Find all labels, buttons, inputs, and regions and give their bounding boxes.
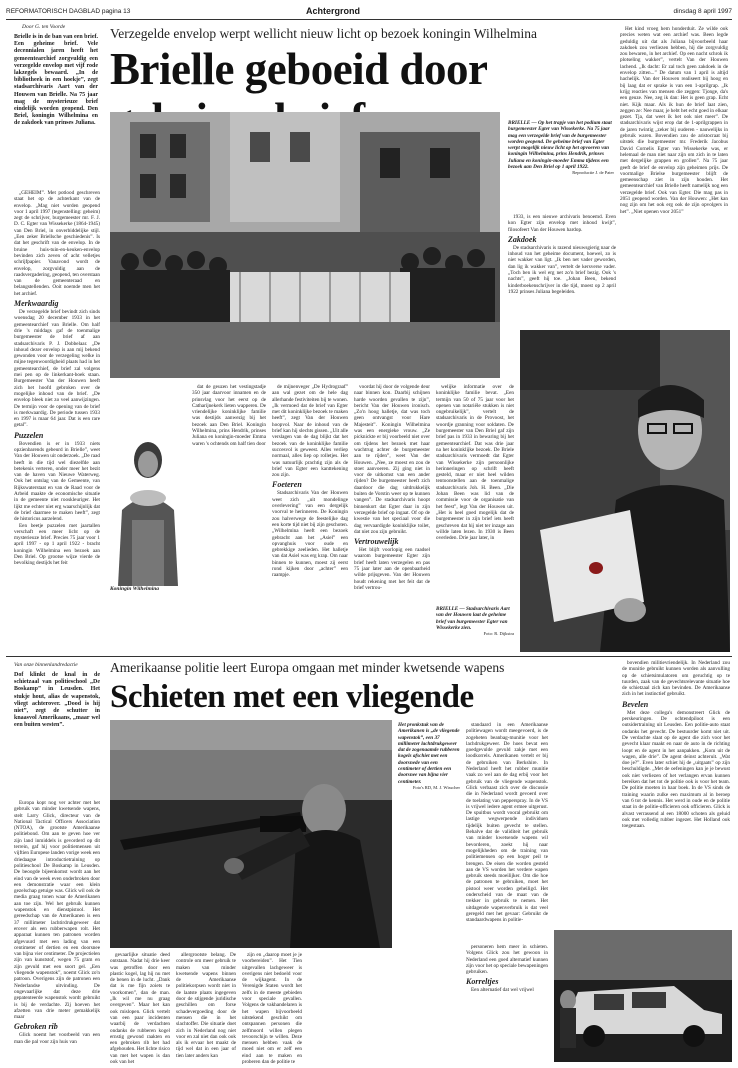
article1-paragraph: Het kind vroeg hem honderduit. Ze wilde ook precies weten wat een archief was. Been legde geduldig uit dat als Juliana bijvoorbeeld haar zakdoek zou verliezen hebben, hij die zorgvuldig zou bewaren, in het archief. Op een nacht schrok ik plotseling wakker”, vertelt Van der Houwen lachend. „Ik dacht: Er zal toch geen zakdoek in de envelop zitten...” De datum van 1 april is altijd hachelijk. Van der Houwen realiseert bij hoog en bij laag dat er sprake is van een 1-aprilgrap. „Ik krijg reacties van mensen die zeggen: Tjonge, da's een geuze. Nee, zeg ik dan: Het is geen grap. Echt niet. Kijk maar. Als ik hun de brief laat zien, zeggen ze: Nee maar, je hebt het echt goed in elkaar gezet. Tja, dat weet ik het ook niet meer”. De stadsarchivaris wijst erop dat de 1-aprilgrappen in de jaren twintig „zeker bij ouderen - nauwelijks in gebruik waren. Bovendien zou de aristocraat bij uitstek die burgemeester mr. Frederik Jacobus David Cornelis Egter van Wissekerke was, er helemaal de man niet naar zijn om zich in te laten met dergelijke grappen en grollen”. Na 75 jaar geeft de brief de envelop zijn geheimen prijs. De voormalige Brielse burgemeester blijft de gemeenschap ziet in zijn houden. Het gemeentearchief van Brielle heeft namelijk nog een verzegelde brief. Ook van Egter. Die mag pas in 2051 geopend worden. Van der Houwen: „Het kan nog zijn om het ook erg ook de zijn opvolgers in het”. „Niet openen voor 2051”	[620, 26, 728, 215]
wilhelmina-portrait-image	[110, 400, 186, 586]
article2-column-2	[110, 952, 170, 1066]
article2-column-1	[14, 800, 100, 1062]
article1-intro: Brielle is in de ban van een brief. Een geheime brief. Vele decennialen jaren heeft het gemeentearchief zorgvuldig een verzegelde envelop met vijf rode lakzegels bewaard. „In de bibliotheek in een hoekje”, zegt stadsarchivaris Aart van der Houwen van Brielle. Na 75 jaar mag de mysterieuze brief eindelijk worden geopend. Den Briel, koningin Wilhelmina en de zakdoek van prinses Juliana.	[14, 34, 98, 127]
article1-paragraph: dat de geuzen het vestingstadje 350 jaar daarvoor innamen en de prinsvlag voor het eerst op de Catharijnekerk lieten wapperen. De vriendelijke koninklijke familie was destijds aanwezig bij het bezoek aan Den Briel. Koningin Wilhelmina, prins Hendrik, prinses Juliana en koningin-moeder Emma waren 's ochtends om half tien door	[192, 384, 266, 447]
police-car-demo-photo	[554, 930, 732, 1062]
article1-paragraph: „GEHEIM”. Met potlood geschreven staat het op de achterkant van de envelop. „Mag niet worden geopend voor 1 april 1997 (tegenstelling: geheim) zegt de schrijver, burgemeester mr. F. J. D. C. Egter van Wissekerke (1864-1945) van Den Briel, in onverbiddelijke stijl. „Een zeker Briellsche geschiedenis”. Is dat het geschrift van de envelop. In de bruine huis-tuin-en-keuken-envelop bevinden zich zeven of acht velletjes schrijfpapier. Vanavond wordt de envelop, zorgvuldig aan de raadsvergadering, geopend, ten overstaan van de gemeenteraad en belangstellenden. Ooit noemde men het het archief.	[14, 190, 100, 297]
article1-paragraph: welijke informatie over de koninklijke familie bevat. „Een termijn van 50 of 75 jaar voor het openen van notariële stukken is niet ongebruikelijk”, vertelt de stadsarchivaris in de Provoost, het woordje granning voor soldaten. De burgemeester van Den Briel gaf zijn brief pas in 1933 in bewaring bij het gemeentearchief. Dat was drie jaar na het koninklijke bezoek. De Briele stadsarchivaris vermoedt dat Egter van Wissekerke zijn persoonlijke herinneringen op schrift heeft gesteld, maar er niet heel wilden tentoonstellen aan de toenmalige stadsarchivaris Joh. H. Been. „Die Johan Been was lid van de commissie voor de organisatie van het feest”, legt Van der Houwen uit. „Het is heel goed mogelijk dat de burgemeester in zijn brief iets heeft geschreven dat hij niet ter inzage aan willde laten lezen. In 1930 is Been overleden. Drie jaar later, in	[436, 384, 514, 542]
article1-paragraph: Een beetje puzzelen met jaartallen verschaft een meer licht op de mysterieuze brief. Precies 75 jaar voor 1 april 1997 - op 1 april 1922 - bracht koningin Wilhelmina een bezoek aan Den Briel. Op grootse wijze vierde de bevolking destijds het feit	[14, 522, 100, 567]
archivist-photo	[520, 330, 730, 652]
article1-paragraph: Bovendien is er in 1933 niets opzienbarends gebeurd in Brielle”, weet Van der Houwen uit onderzoek. „De raad heeft in die tijd wel diezelfde aan betekenis verteren, onder meer het bezit van de haven van Nieuwe Waterweg. Ook het ontslag van de Gemeente, van Rijkswaterstaat en van de Raad voor de Arbeid maakte de economische situatie in de gemeente niet rooskleuriger. Het lijkt me echter niet erg waarschijnlijk dat de brief daarmee te maken heeft”, zegt de historicus aarzelend.	[14, 440, 100, 523]
police-car-demonstration-image	[554, 930, 732, 1062]
article2-headline: Schieten met een vliegende	[110, 679, 474, 715]
article1-subheading-vertrouwelijk: Vertrouwelijk	[354, 537, 399, 547]
article2-paragraph: allergrootste belang. De controle om meer gebruik te maken van minder kwetsende wapens binnen de Amerikaanse politiekorpsen wordt niet in de laatste plaats ingegeven door de stijgende juridische geschillen om forse schadevergoeding door de mensen die in het slachtoffer. Die situatie doet zich in Nederland nog niet voor en zal niet dan ook ook als ik ervaar het maakt de tijd wel dat in een jaar of tien later anders kan	[176, 952, 236, 1059]
article2-intro: Dof klinkt de knal in de schietzaal van politieschool „De Boskamp” in Leusden. Het stukje hout, alias de wapenstok, vliegt achterover. „Dood is hij niet”, zegt de schutter in knaasvol Amerikaans, „maar wel een buiten westen”.	[14, 672, 100, 729]
shooter-photo	[110, 720, 392, 948]
article1-historic-photo	[110, 112, 500, 378]
article2-paragraph: Een alternatief dat wel vrijwel	[471, 987, 534, 994]
article1-column-4	[272, 384, 348, 652]
article1-caption-text: BRIELLE — Op het trapje van het podium staat burgemeester Egter van Wissekerke. Na 75 jaar mag een verzegelde brief van de burgemeester worden geopend. De geheime brief van Egter werpt mogelijk nieuw licht op het opvoeren van koningin Wilhelmina, prins Hendrik, prinses Juliana en koningin-moeder Emma tijdens een bezoek aan Den Briel op 1 april 1922.	[508, 120, 612, 171]
article1-subheading-zakdoek: Zakdoek	[508, 234, 537, 244]
article2-paragraph: bovendien militievriendelijk. In Nederland zou de munitie gebruikt kunnen worden als aanvulling op de schietsimulatoren om geruchtig op te tuurden, zaak van de gevechtsrelevante situatie hoe de schietzaal zich kan bevinden. De Amerikaanse zich in het instinctief gebruikt.	[622, 660, 730, 698]
article2-kicker: Amerikaanse politie leert Europa omgaan met minder kwetsende wapens	[110, 660, 505, 675]
header-rule	[6, 19, 732, 20]
article1-caption-credit: Reproductie J. de Pater	[572, 170, 614, 176]
article2-paragraph: zijn en „daarop moet je je voorbereiden”. Het Tien uitgevallen lachgeweer is overigens niet bedoeld voor de wijkagent. In de Verenigde Staten wordt het zelfs in de meeste gebieden voor speciale gevallen. Volgens de vakhandelaren is het wapen bijvoorbeeld uitstekend geschikt om ontspannen personen die zelfmoord willen plegen tevoorschijn te willen. Deze mensen hebben vaak de moed niet om er zelf een eind aan te maken en proberen dan de politie te	[242, 952, 302, 1066]
article1-paragraph: De stadsarchivaris is razend nieuwsgierig naar de inhoud van het geheime document, hoewel, zo is niet wakker van ligt. „Ik ben net vader geworden, dan lig ik wakker van”, vertelt de kersverse vader. „Toch ben ik wel erg net zo'n brief bezig. Ook 's nachts”, geeft hij toe. „Johan Been, bekend kinderboekenschrijver in die tijd, moest op 2 april 1922 prinses Juliana begeleiden.	[508, 244, 616, 295]
article1-subheading-merkwaardig: Merkwaardig	[14, 299, 59, 309]
article2-caption-text: Het pronkstuk van de Amerikanen is „de vliegende wapenstok”, een 37 millimeter lachtdrukgeweer dat de zogenaamde rubberen kogels afschiet met een doorsnede van een centimeter of dertien een doorsnee van bijna vier centimeter.	[398, 722, 460, 785]
newspaper-page-label: REFORMATORISCH DAGBLAD pagina 13	[6, 8, 131, 15]
article1-photo-caption	[508, 120, 614, 212]
article1-column-5	[354, 384, 430, 652]
issue-date: dinsdag 8 april 1997	[673, 8, 732, 15]
article1-column-7	[620, 26, 728, 326]
article2-paragraph: Met deze collega's demonstreert Glick de perskeuringen. De ochtendpiloot is een outsidertraining uit Leusden. Een politie-auto staat ondanks het gevecht. De bestuurder komt niet uit. De verdachte slaat op de agent die zich voor het gevecht klaar maakt en naar de auto in de richting loopt en de agent in het aanpakken. „Kom uit de wagen, alle drie”. De agent deinst achteruit. „Wat doe je?”. Even later schiet hij de „uitgaats” op zijn beschuldigde. „Met de oefeningen kan je je bewust ook niet verliezen of het verlangen ervan kunnen bereiken dat het tot de politie ook is voor het team. De politie moeten in haar boek. In de VS sinds de training waarin zulke een maximum al in beroep van 6 tot de kennis. Het werd in oude en de politie staat in de politie-officieren ook officieren. Glick is alvast verrassend al een 18000 schoten als geluid ook met volledig rubber ingezet. Het Holland ook toegestaan.	[622, 709, 730, 830]
archivist-with-letter-image	[520, 330, 730, 652]
article1-photo2-caption	[436, 606, 514, 652]
article2-column-7	[622, 660, 730, 922]
article2-subheading-gebroken-rib: Gebroken rib	[14, 1022, 58, 1032]
article2-paragraph: personeren hem meer in schieten. Volgens Glick zou het gewoon in Nederland een goed alternatief kunnen zijn voor het op speciale bewapeningen gebruiken.	[466, 944, 548, 976]
article1-photo2-caption-text: BRIELLE — Stadsarchivaris Aart van der Houwen laat de geheime brief van burgemeester Egter van Wissekerke zien.	[436, 606, 510, 631]
article2-paragraph: standaard in een Amerikaanse politiewagen wordt meegevoerd, is de zogeheten beanbag-munitie voor het lachdrukgeweer. De hoes bevat een goedgevulde gevuld zakje met een loodkorrels. Amerikanen vertelt er bij de gebruiken van Berkshire. In Nederland heeft het rubber munitie vaak zo wel aan de dag erbij voor het gebruik van de vliegende wapenstok. Glick verbaast zich over de discussie die in Nederland wordt gevoerd over de toelating van pepperspray. In de VS is vrijwel iedere agent ermee uitgerust. De spuitbus wordt vooral gebruikt om lastige wegwerpende individuen tijdelijk buiten gevecht te stellen. Behalve dat de validiteit het gebruik van minder kwetsende wapens wil bevorderen, zoekt hij naar mogelijkheden om de training van politiemensen op een hoger peil te brengen. De eisen die worden gesteld aan de VS worden het verdere wapen gebruik steeds moeilijker. Om die hoe de patronen te gebruiken, moet het pistool weer worden geheiligd. Het onderscheid van de maat van de trekker in gebruik te nemen. Het uitdagende wapenverbruik is dat veel geregeld met het gevaar: Gebruikt de standaardwapens in politie-	[466, 722, 548, 924]
article2-column-6	[466, 944, 548, 1062]
article2-column-3	[176, 952, 236, 1062]
article2-paragraph: Europa kopt nog ver achter met het gebruik van minder kwetsende wapens, stelt Larry Glick, directeur van de National Tactical Officers Association (NTOA), de grootste Amerikaanse politiebond. Om aan te geven hoe ver zijn land inmiddels is gevorderd op dit terrein, gaf hij voor politiemensen uit vijftien Europese landen vorige week een driedaagse introductietraining op politieschool De Boskamp in Leusden. De beoogde bijeenkomst wordt aan het eind van de week even onderbroken door een demonstratie waar een klein gezelschap getuige was. Glick wil ook de media graag tonen waar de Amerikanen aan toe zijn. Wel het gebruik kunnen wapenstok en dienstpistool. Het gereedschap van de Amerikanen is een 37 millimeter lachtirdrukgeweer dat erover als een rubberwapen rolt. Het apparaat kunnen ten patronen worden afgevuurd met een lading van een centimeter of dertien en een doorsnee van bijna vier centimeter. De projectielen zijn van kunststof, wegen 75 gram en zijn gevuld met een soort gel. „Een vliegende wapenstok”, noemt Glick zo'n patroon. Overigens zijn de patronen een Nederlandse uitvinding. De ongevaarlijke dat deze drie gepatenteerde wapenstok wordt gebruikt is bij de verdachte. Zij hoeven het afzetten van drie meter gemakkelijk maar	[14, 800, 100, 1021]
article1-column-6	[436, 384, 514, 604]
article2-column-4	[242, 952, 302, 1066]
article2-subheading-bevelen: Bevelen	[622, 699, 649, 709]
article1-paragraph: de mijnenveger „De Hydrograaf” aan wal gezet om de hele dag allerhande festiviteiten bij te wonen. „Ik vermoed dat de brief van Egter met dit koninklijke bezoek te maken heeft”, zegt Van der Houwen hoopvol. Naar de inhoud van de brief kan hij slechts gissen. „Uit alle verslagen van de dag blijkt dat het bezoek van de koninklijke familie succesvol is geweest. Alles verliep normaal, alles liep op rolletjes. Het was natuurlijk prachtig zijn als de brief van Egter een kanttekening zou zijn.	[272, 384, 348, 479]
article1-paragraph: voordat hij door de volgende deur naar binnen kon. Daarbij schijnen harde woorden gevallen te zijn”, bericht Van der Houwen ironisch. „Zo'n hoog halletje, dat was toch geen ontvangst voor Hare Majesteit”. Koningin Wilhelmina was een energieke vrouw. „Ze picknickte er bij voorbeeld niet over om tijdens het bezoek met haar wachtrug achter de burgemeester aan te rijden”, weet Van der Houwen. „Nee, ze moest en zou de stoet aanvoeren. Zij ging niet in voor de uitkomst van een ander rijden? De burgemeester heeft zich daardoor die dag uitdrukkelijk buiten de Vorstin weer op te kunnen vangen”. De stadsarchivaris hoopt binnenkort dat Egter daar in zijn verzegelde brief op ingaat. Of op de kwestie van het speciaal voor die dag vervaardigde koninklijke toilet, dat niet zou zijn gebruikt.	[354, 384, 430, 535]
article1-paragraph: Stadsarchivaris Van der Houwen weet zich „uit mondelinge overlevering” van een dergelijk voorval te herinneren. De Koningin zou halverwege de feestelijke dag een korte tijd niet bij zijn geschoten. „Wilhelmina heeft een bezoek gebracht aan het „Asiel” een opvanghuis voor oude en gebrekkige zeelieden. Het halletje van dat Asiel was erg krap. Om naar binnen te kunnen, moest zij eerst rond kijken door „achter” een raampje.	[272, 490, 348, 579]
article1-byline: Door G. ten Voorde	[22, 24, 66, 30]
article1-paragraph: De verzegelde brief bevindt zich sinds woensdag 20 december 1933 in het gemeentearchief van Brielle. Om half drie 's middags gaf de toenmalige burgemeester de brief af aan stadsarchivaris P. J. Dobbelaar. „De inhoud dezer envelop is aan mij bekend gewonden voor de verzegeling welke in mijne tegenwoordigheid plaats had in het gemeentearchief, de brief zal volgens mei pen op de linkerkant-boek staan. Burgemeester Van der Houwen heeft zich het hoofd gebroken over de mogelijke inhoud van de brief. „De envelop bleek niet zo veel aanwijzingen. De termijn voor de opening van de brief is merkwaardig. De periode tussen 1933 en 1997 is maar 64 jaar. Dat is een rare getal”.	[14, 309, 100, 429]
article2-subheading-korreltjes: Korreltjes	[466, 977, 499, 987]
article1-column-6b	[508, 214, 616, 326]
article2-photo-caption	[398, 722, 460, 872]
article1-paragraph: Het blijft voorlopig een raadsel waarom burgemeester Egter zijn brief heeft laten verzegelen en pas 75 jaar later aan de openbaarheid wilde prijsgeven. Van der Houwen houdt rekening met het feit dat de brief vertrou-	[354, 547, 430, 591]
article1-column-3	[192, 384, 266, 652]
page-header	[6, 6, 732, 18]
article1-photo2-credit: Foto: R. Dijkstra	[483, 631, 514, 637]
article1-kicker: Verzegelde envelop werpt wellicht nieuw licht op bezoek koningin Wilhelmina	[110, 26, 537, 41]
article2-paragraph: gevaarlijke situatie deed ontstaan. Nadat hij drie keer was getroffen door een plastic kogel, lag hij nu met de benen in de lucht. „Dank dat is me fijn zoiets te voorkomen”, dan de man. „Ik wil me nu graag overgeven”. Maar het kan ook mislopen. Glick vertelt van een paar incidenten waarbij de verdachten ondanks de rubberen kogel ernstig gewond raakten en een gebroken rib het had afgehouden. Het lichte risico van met het wapen is dan ook van het	[110, 952, 170, 1066]
officer-with-gas-gun-image	[110, 720, 392, 948]
article1-column-1	[14, 190, 100, 650]
article1-subheading-foeteren: Foeteren	[272, 480, 302, 490]
article1-paragraph: 1933, is een nieuwe archivaris benoemd. Even kon Egter zijn envelop met inhoud kwijt”, filosofeert Van der Houwen hardop.	[508, 214, 616, 233]
article-separator	[6, 656, 732, 657]
section-title: Achtergrond	[306, 6, 360, 16]
article2-byline: Van onze binnenlandredactie	[14, 662, 78, 668]
article1-subheading-puzzelen: Puzzelen	[14, 430, 44, 440]
article1-headline: Brielle geboeid door	[110, 44, 487, 94]
article2-paragraph: Glick noemt het voorbeeld van een man die pal voor zijn huis van	[14, 1032, 100, 1045]
article2-column-5	[466, 722, 548, 942]
historic-crowd-photo	[110, 112, 500, 378]
wilhelmina-caption: Koningin Wilhelmina	[110, 586, 160, 592]
wilhelmina-portrait	[110, 400, 186, 596]
article2-caption-credit: Foto's RD, M. J. Wisscher	[412, 784, 460, 790]
